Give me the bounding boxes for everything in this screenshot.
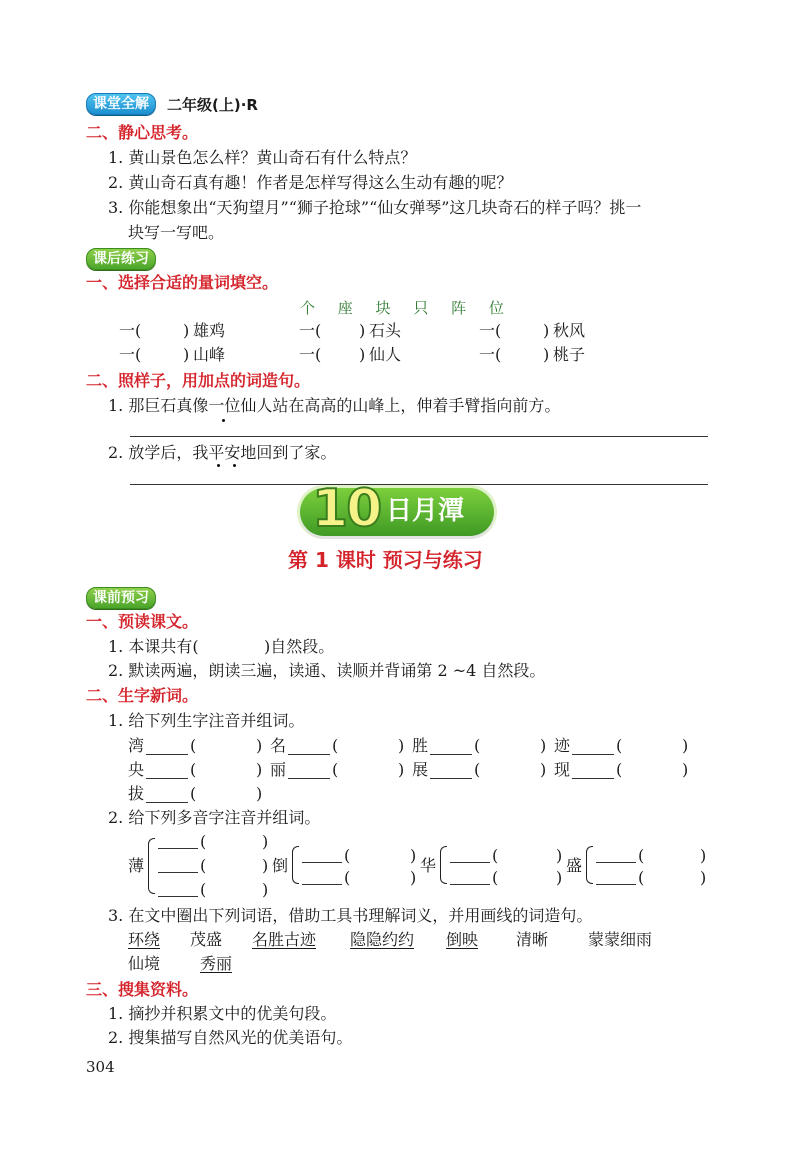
pinyin-blank[interactable] [572,778,614,779]
blank-open: 一( [299,321,322,340]
paren-close: ) [682,736,689,755]
blank-open: 一( [119,321,142,340]
vocab-word: 茂盛 [190,930,223,949]
measure-item: 仙人 [369,345,402,364]
collect-section-title: 三、搜集资料。 [86,980,199,999]
char-item: 胜 [412,736,429,755]
pinyin-blank[interactable] [450,884,490,885]
paren-open: ( [332,736,339,755]
blank-close: ) [359,321,366,340]
paren-open: ( [474,760,481,779]
emphasis-dot [222,419,225,422]
measure-item: 秋风 [553,321,586,340]
char-item: 现 [554,760,571,779]
brace-icon [440,846,447,884]
vocab-word: 倒映 [446,930,479,949]
paren-close: ) [410,846,417,865]
paren-close: ) [398,736,405,755]
newwords-sub-1: 1. 给下列生字注音并组词。 [108,711,305,730]
pinyin-blank[interactable] [158,848,198,849]
think-question-1: 1. 黄山景色怎么样？黄山奇石有什么特点？ [108,148,417,167]
paren-open: ( [190,760,197,779]
pinyin-blank[interactable] [288,754,330,755]
collect-item-2: 2. 搜集描写自然风光的优美语句。 [108,1028,353,1047]
paren-open: ( [616,736,623,755]
preread-section-title: 一、预读课文。 [86,612,199,631]
measure-item: 雄鸡 [193,321,226,340]
pinyin-blank[interactable] [146,802,188,803]
paren-close: ) [262,856,269,875]
newwords-sub-2: 2. 给下列多音字注音并组词。 [108,808,321,827]
vocab-word: 环绕 [128,930,161,949]
blank-open: 一( [119,345,142,364]
char-item: 湾 [128,736,145,755]
char-item: 央 [128,760,145,779]
paren-close: ) [540,760,547,779]
answer-line[interactable] [130,436,708,437]
pinyin-blank[interactable] [430,778,472,779]
think-question-3-cont: 块写一写吧。 [128,223,225,242]
char-item: 名 [270,736,287,755]
paren-open: ( [638,868,645,887]
paren-close: ) [700,846,707,865]
measure-item: 桃子 [553,345,586,364]
brace-icon [292,846,299,884]
paren-close: ) [700,868,707,887]
newwords-sub-3: 3. 在文中圈出下列词语，借助工具书理解词义，并用画线的词造句。 [108,906,593,925]
vocab-word: 清晰 [516,930,549,949]
paren-close: ) [256,736,263,755]
paren-open: ( [200,832,207,851]
blank-close: ) [183,321,190,340]
char-item: 展 [412,760,429,779]
paren-open: ( [200,856,207,875]
paren-open: ( [492,846,499,865]
vocab-word: 秀丽 [200,954,233,973]
pinyin-blank[interactable] [158,896,198,897]
measure-word-bank: 个 座 块 只 阵 位 [300,299,506,317]
paren-close: ) [682,760,689,779]
preread-item-1a: 1. 本课共有( [108,637,199,656]
paren-close: ) [256,760,263,779]
paren-open: ( [200,880,207,899]
pinyin-blank[interactable] [596,862,636,863]
pinyin-blank[interactable] [572,754,614,755]
measure-item: 山峰 [193,345,226,364]
paren-open: ( [474,736,481,755]
newwords-section-title: 二、生字新词。 [86,686,199,705]
pinyin-blank[interactable] [450,862,490,863]
pinyin-blank[interactable] [158,872,198,873]
poly-char: 倒 [272,856,289,875]
paren-close: ) [262,832,269,851]
think-question-3: 3. 你能想象出“天狗望月”“狮子抢球”“仙女弹琴”这几块奇石的样子吗？挑一 [108,198,642,217]
pinyin-blank[interactable] [288,778,330,779]
example-sentence-2: 2. 放学后，我平安地回到了家。 [108,443,337,462]
brace-icon [586,846,593,884]
pinyin-blank[interactable] [302,884,342,885]
paren-open: ( [638,846,645,865]
poly-char: 华 [420,856,437,875]
char-item: 丽 [270,760,287,779]
preread-item-1b: )自然段。 [264,637,335,656]
example-sentence-1: 1. 那巨石真像一位仙人站在高高的山峰上，伸着手臂指向前方。 [108,396,561,415]
measure-item: 石头 [369,321,402,340]
lesson-number: 10 [312,479,381,539]
pinyin-blank[interactable] [146,778,188,779]
header-badge: 课堂全解 [86,93,156,115]
page-number: 304 [86,1058,115,1076]
paren-open: ( [332,760,339,779]
answer-line[interactable] [130,484,708,485]
think-question-2: 2. 黄山奇石真有趣！作者是怎样写得这么生动有趣的呢？ [108,173,513,192]
pinyin-blank[interactable] [302,862,342,863]
sentence-section-title: 二、照样子，用加点的词造句。 [86,371,311,390]
vocab-word: 仙境 [128,954,161,973]
collect-item-1: 1. 摘抄并积累文中的优美句段。 [108,1004,337,1023]
lesson-title: 日月潭 [386,496,465,526]
blank-open: 一( [299,345,322,364]
think-section-title: 二、静心思考。 [86,123,199,142]
paren-close: ) [540,736,547,755]
emphasis-dot [217,464,220,467]
pinyin-blank[interactable] [596,884,636,885]
paren-close: ) [556,868,563,887]
emphasis-dot [233,464,236,467]
paren-open: ( [190,736,197,755]
measure-section-title: 一、选择合适的量词填空。 [86,273,279,292]
paren-close: ) [262,880,269,899]
paren-close: ) [398,760,405,779]
blank-close: ) [543,321,550,340]
paren-open: ( [190,784,197,803]
pinyin-blank[interactable] [430,754,472,755]
after-class-badge: 课后练习 [86,248,156,270]
poly-char: 薄 [128,856,145,875]
blank-close: ) [183,345,190,364]
blank-close: ) [359,345,366,364]
blank-open: 一( [479,321,502,340]
preread-item-2: 2. 默读两遍，朗读三遍，读通、读顺并背诵第 2 ~4 自然段。 [108,661,546,680]
poly-char: 盛 [566,856,583,875]
paren-close: ) [256,784,263,803]
vocab-word: 隐隐约约 [350,930,415,949]
char-item: 拔 [128,784,145,803]
paren-open: ( [616,760,623,779]
lesson-subtitle: 第 1 课时 预习与练习 [288,548,483,572]
paren-open: ( [492,868,499,887]
paren-close: ) [556,846,563,865]
char-item: 迹 [554,736,571,755]
vocab-word: 蒙蒙细雨 [588,930,653,949]
vocab-word: 名胜古迹 [252,930,317,949]
paren-open: ( [344,846,351,865]
pinyin-blank[interactable] [146,754,188,755]
blank-close: ) [543,345,550,364]
brace-icon [148,838,155,894]
paren-open: ( [344,868,351,887]
blank-open: 一( [479,345,502,364]
pre-class-badge: 课前预习 [86,587,156,609]
grade-label: 二年级(上)·R [167,96,258,114]
paren-close: ) [410,868,417,887]
